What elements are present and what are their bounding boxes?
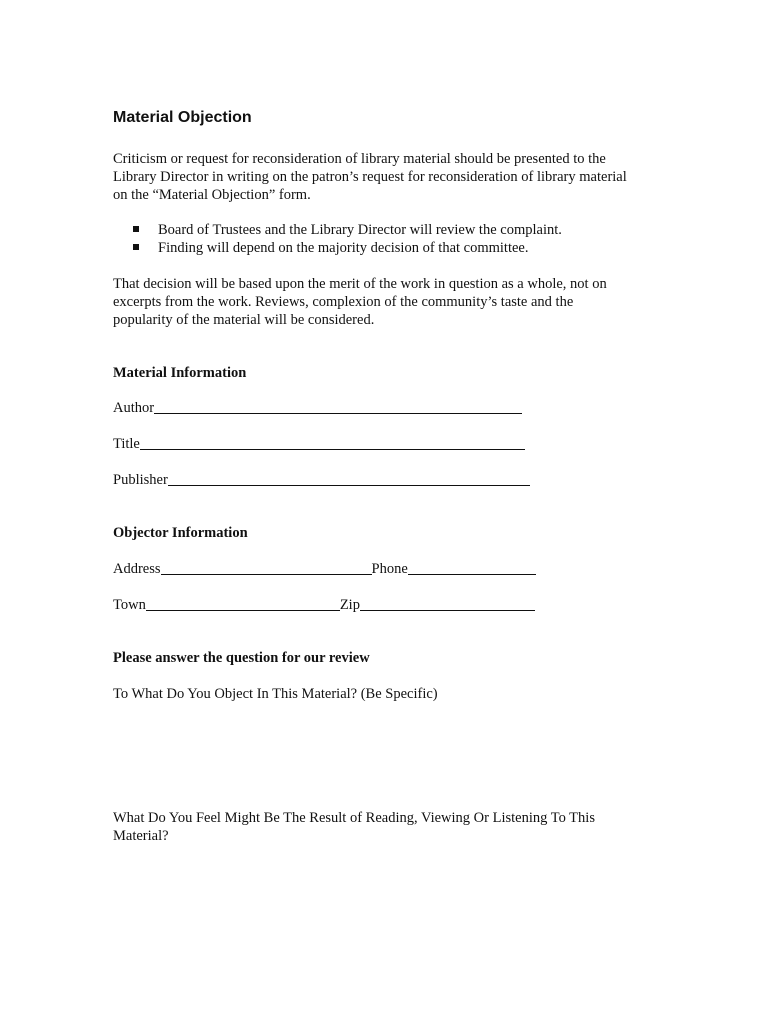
publisher-blank[interactable]: [168, 471, 530, 486]
town-zip-row: [113, 596, 535, 614]
review-bullet-list: [133, 221, 562, 257]
objector-information-heading: Objector Information: [113, 525, 248, 541]
intro-line: Criticism or request for reconsideration of library material should be presented to the: [113, 151, 606, 167]
author-field[interactable]: [113, 399, 522, 417]
list-item: [133, 239, 562, 257]
author-blank[interactable]: [154, 399, 522, 414]
question-2-line: What Do You Feel Might Be The Result of Reading, Viewing Or Listening To This: [113, 810, 595, 826]
publisher-label: Publisher: [113, 472, 168, 488]
address-phone-row: [113, 560, 536, 578]
square-bullet-icon: [133, 244, 139, 250]
material-information-heading: Material Information: [113, 365, 247, 381]
phone-blank[interactable]: [408, 560, 536, 575]
closing-paragraph: [113, 275, 653, 329]
bullet-text: Finding will depend on the majority decision of that committee.: [158, 240, 529, 256]
zip-label: Zip: [339, 597, 360, 613]
page-title: Material Objection: [113, 109, 252, 126]
town-blank[interactable]: [146, 596, 340, 611]
title-blank[interactable]: [140, 435, 525, 450]
zip-blank[interactable]: [360, 596, 535, 611]
square-bullet-icon: [133, 226, 139, 232]
question-2-line: Material?: [113, 828, 169, 844]
review-heading: Please answer the question for our review: [113, 650, 370, 666]
phone-label: Phone: [371, 561, 408, 577]
author-label: Author: [113, 400, 155, 416]
town-label: Town: [113, 597, 146, 613]
intro-paragraph: [113, 150, 653, 204]
closing-line: That decision will be based upon the merit of the work in question as a whole, not on: [113, 276, 607, 292]
address-label: Address: [113, 561, 161, 577]
question-1: To What Do You Object In This Material? (Be Specific): [113, 686, 438, 702]
closing-line: popularity of the material will be considered.: [113, 312, 375, 328]
list-item: [133, 221, 562, 239]
address-blank[interactable]: [161, 560, 372, 575]
title-field[interactable]: [113, 435, 525, 453]
intro-line: Library Director in writing on the patron’s request for reconsideration of library material: [113, 169, 627, 185]
publisher-field[interactable]: [113, 471, 530, 489]
closing-line: excerpts from the work. Reviews, complexion of the community’s taste and the: [113, 294, 574, 310]
intro-line: on the “Material Objection” form.: [113, 187, 311, 203]
title-label: Title: [113, 436, 140, 452]
question-2: [113, 809, 595, 845]
bullet-text: Board of Trustees and the Library Director will review the complaint.: [158, 222, 562, 238]
